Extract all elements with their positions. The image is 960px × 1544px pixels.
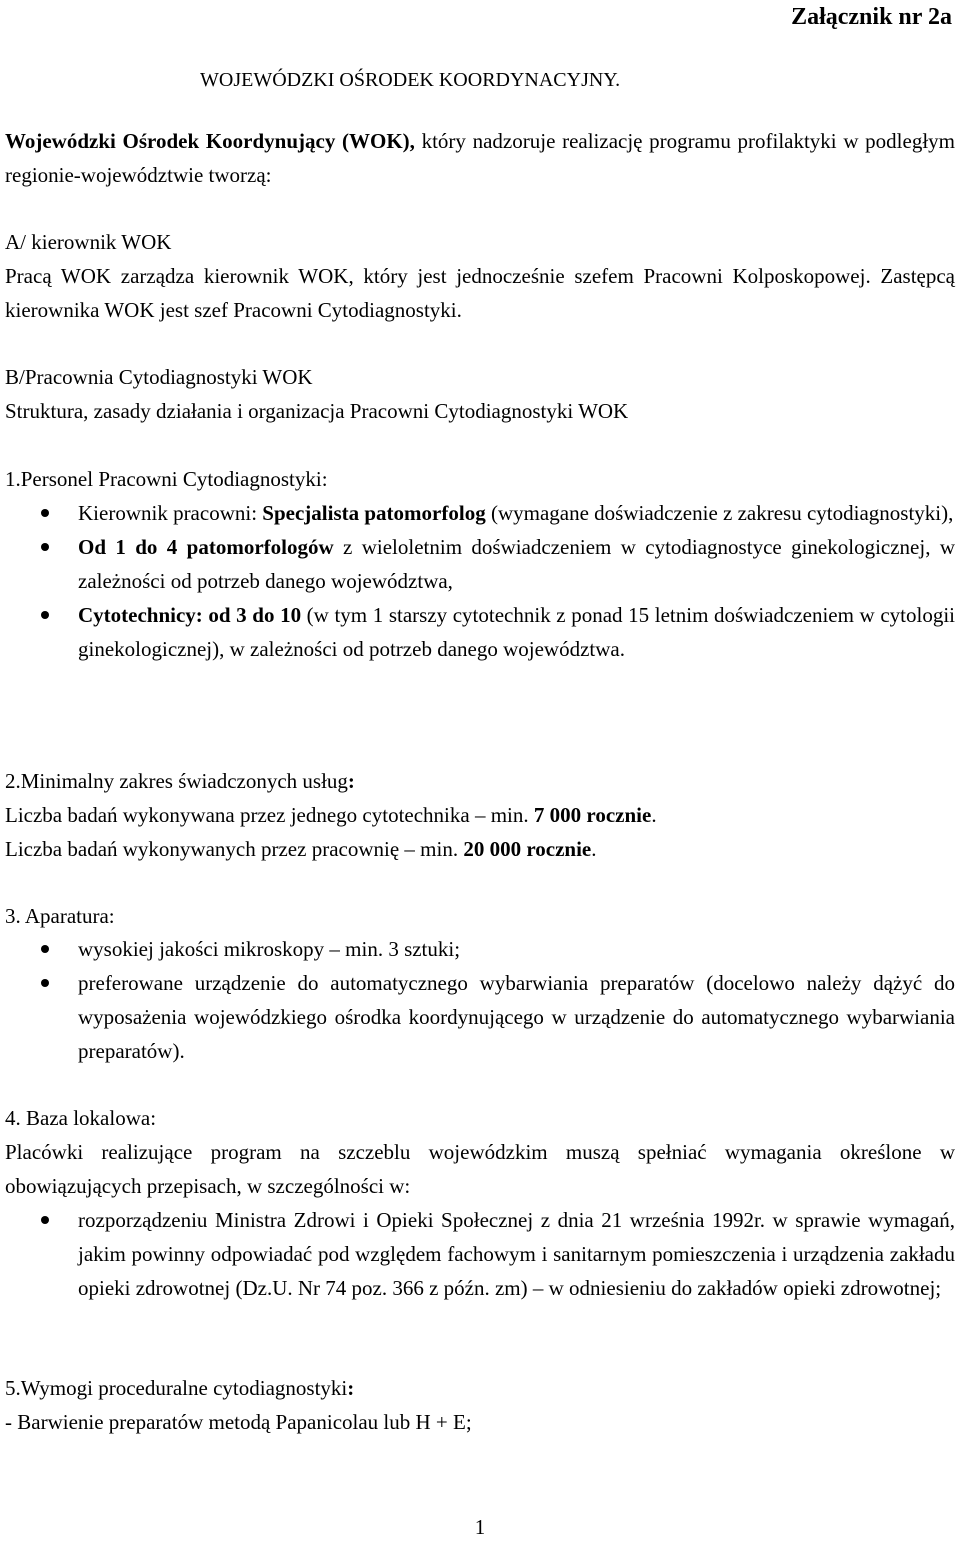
services-line-1 [5, 798, 955, 832]
section-b-subheading: Struktura, zasady działania i organizacja Pracowni Cytodiagnostyki WOK [5, 399, 629, 423]
services-line-text: Liczba badań wykonywana przez jednego cytotechnika – min. [5, 803, 534, 827]
page-number: 1 [474, 1515, 486, 1539]
personnel-list [0, 496, 955, 666]
equipment-item [0, 932, 955, 966]
section-a-text: Pracą WOK zarządza kierownik WOK, który jest jednocześnie szefem Pracowni Kolposkopowej. Zastępcą kierownika WOK jest szef Pracowni Cytodiagnostyki. [5, 264, 955, 322]
services-line-bold: 7 000 rocznie [533, 803, 652, 827]
bullet-icon [41, 945, 49, 953]
equipment-heading: 3. Aparatura: [5, 904, 115, 928]
equipment-list [0, 932, 955, 1068]
personnel-item [0, 496, 955, 530]
services-heading-colon: : [347, 769, 355, 793]
item-bold: Od 1 do 4 patomorfologów [78, 535, 334, 559]
item-text: rozporządzeniu Ministra Zdrowi i Opieki Społecznej z dnia 21 września 1992r. w sprawie wymagań, jakim powinny odpowiadać pod względem fachowym i sanitarnym pomieszczenia i urządzenia zakładu opieki zdrowotnej (Dz.U. Nr 74 poz. 366 z późn. zm) – w odniesieniu do zakładów opieki zdrowotnej; [78, 1208, 955, 1300]
intro-text: który nadzoruje realizację programu profilaktyki w podległym regionie-województwie tworzą: [5, 129, 955, 187]
item-text: wysokiej jakości mikroskopy – min. 3 sztuki; [78, 937, 461, 961]
services-heading [5, 764, 955, 798]
services-line-text: Liczba badań wykonywanych przez pracownię – min. [5, 837, 464, 861]
item-text: (wymagane doświadczenie z zakresu cytodiagnostyki), [485, 501, 954, 525]
premises-item [0, 1203, 955, 1305]
personnel-item [0, 598, 955, 666]
services-line-text: . [651, 803, 657, 827]
section-b-heading: B/Pracownia Cytodiagnostyki WOK [5, 365, 313, 389]
services-line-text: . [591, 837, 597, 861]
procedures-text: - Barwienie preparatów metodą Papanicolau lub H + E; [5, 1410, 472, 1434]
services-line-bold: 20 000 rocznie [463, 837, 592, 861]
item-text: Kierownik pracowni: [78, 501, 263, 525]
bullet-icon [41, 1216, 49, 1224]
item-text: (w tym 1 starszy cytotechnik z ponad 15 letnim doświadczeniem w cytologii ginekologicznej), w zależności od potrzeb danego województwa. [78, 603, 955, 661]
procedures-heading-text: 5.Wymogi proceduralne cytodiagnostyki [5, 1376, 348, 1400]
personnel-item [0, 530, 955, 598]
bullet-icon [41, 543, 49, 551]
procedures-heading [5, 1371, 955, 1405]
document-title: WOJEWÓDZKI OŚRODEK KOORDYNACYJNY. [200, 69, 621, 91]
bullet-icon [41, 611, 49, 619]
personnel-heading: 1.Personel Pracowni Cytodiagnostyki: [5, 467, 328, 491]
section-a-heading: A/ kierownik WOK [5, 230, 172, 254]
premises-text: Placówki realizujące program na szczeblu wojewódzkim muszą spełniać wymagania określone w obowiązujących przepisach, w szczególności w: [5, 1140, 955, 1198]
premises-heading: 4. Baza lokalowa: [5, 1106, 157, 1130]
procedures-heading-colon: : [347, 1376, 355, 1400]
bullet-icon [41, 979, 49, 987]
item-bold: Specjalista patomorfolog [262, 501, 486, 525]
intro-paragraph [5, 124, 955, 192]
annex-label: Załącznik nr 2a [791, 4, 952, 30]
services-heading-text: 2.Minimalny zakres świadczonych usług [5, 769, 348, 793]
item-bold: Cytotechnicy: od 3 do 10 [78, 603, 302, 627]
services-line-2 [5, 832, 955, 866]
intro-lead: Wojewódzki Ośrodek Koordynujący (WOK), [5, 129, 415, 153]
bullet-icon [41, 509, 49, 517]
equipment-item [0, 966, 955, 1068]
item-text: z wieloletnim doświadczeniem w cytodiagnostyce ginekologicznej, w zależności od potrzeb danego województwa, [78, 535, 955, 593]
premises-list [0, 1203, 955, 1305]
item-text: preferowane urządzenie do automatycznego wybarwiania preparatów (docelowo należy dążyć do wyposażenia wojewódzkiego ośrodka koordynującego w urządzenie do automatycznego wybarwiania preparatów). [78, 971, 955, 1063]
